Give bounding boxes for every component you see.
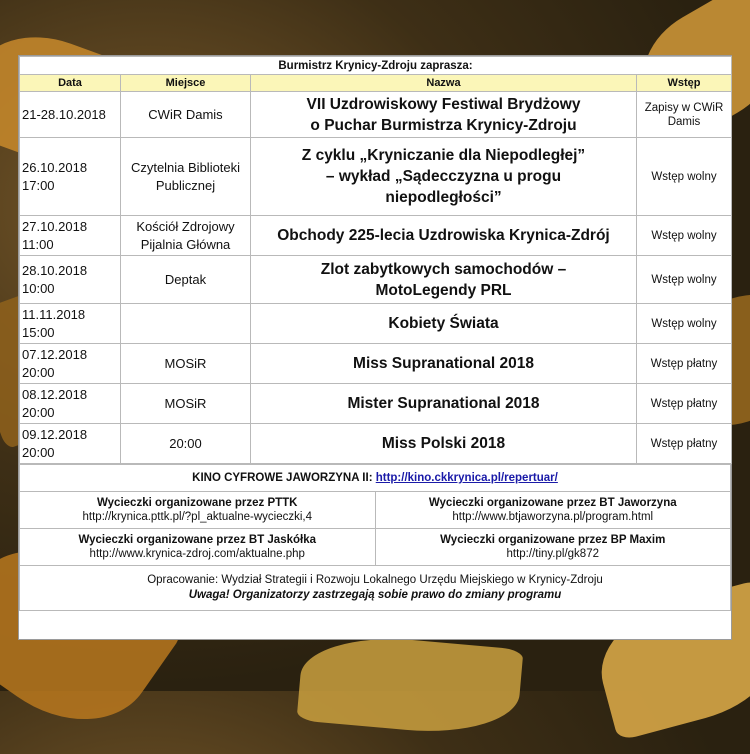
- tour-bt-jaworzyna: [375, 492, 731, 529]
- footer-warning: Uwaga! Organizatorzy zastrzegają sobie prawo do zmiany programu: [188, 589, 562, 601]
- cinema-label: KINO CYFROWE JAWORZYNA II:: [192, 472, 376, 484]
- event-date: [20, 92, 121, 138]
- event-name: [251, 304, 637, 344]
- tour-title: Wycieczki organizowane przez BT Jaworzyna: [428, 497, 677, 509]
- event-name-line: Miss Polski 2018: [381, 435, 506, 452]
- event-name-line: Kobiety Świata: [388, 315, 499, 332]
- event-place-line: Pijalnia Główna: [140, 236, 231, 252]
- tour-pttk: [20, 492, 376, 529]
- event-date-line: 28.10.2018: [22, 262, 88, 278]
- event-date-line: 20:00: [22, 404, 55, 420]
- event-date-line: 26.10.2018: [22, 159, 88, 175]
- event-name-line: MotoLegendy PRL: [375, 281, 512, 299]
- event-entry: [637, 424, 732, 464]
- event-date-line: 20:00: [22, 444, 55, 460]
- event-name-line: Obchody 225-lecia Uzdrowiska Krynica-Zdrój: [277, 227, 610, 244]
- event-place: [121, 304, 251, 344]
- event-date: [20, 216, 121, 256]
- event-entry-line: Wstęp płatny: [650, 357, 718, 370]
- event-name: [251, 138, 637, 216]
- tour-title: Wycieczki organizowane przez BP Maxim: [440, 534, 666, 546]
- event-place-line: Kościół Zdrojowy: [136, 218, 235, 234]
- event-name: [251, 216, 637, 256]
- event-name-line: – wykład „Sądecczyzna u progu: [325, 168, 562, 185]
- event-place-line: Czytelnia Biblioteki: [130, 159, 241, 175]
- event-name: [251, 92, 637, 138]
- tour-url[interactable]: http://tiny.pl/gk872: [506, 548, 599, 560]
- event-entry-line: Wstęp płatny: [650, 397, 718, 410]
- event-entry-line: Wstęp wolny: [651, 229, 717, 242]
- event-name: [251, 384, 637, 424]
- event-place-line: CWiR Damis: [148, 106, 223, 122]
- event-name: [251, 344, 637, 384]
- schedule-panel: [18, 55, 732, 640]
- info-table: [19, 464, 731, 611]
- table-row: [20, 304, 732, 344]
- event-date-line: 11:00: [22, 236, 54, 252]
- event-date-line: 15:00: [22, 324, 55, 340]
- event-date-line: 09.12.2018: [22, 426, 88, 442]
- column-header-date: Data: [20, 75, 121, 92]
- event-name-line: Z cyklu „Kryniczanie dla Niepodległej”: [301, 147, 586, 164]
- event-date: [20, 384, 121, 424]
- footer-note: [20, 566, 731, 611]
- footer-credit: Opracowanie: Wydział Strategii i Rozwoju Lokalnego Urzędu Miejskiego w Krynicy-Zdroju: [147, 574, 603, 586]
- event-name-line: Zlot zabytkowych samochodów –: [320, 260, 567, 278]
- event-name-line: VII Uzdrowiskowy Festiwal Brydżowy: [306, 95, 581, 113]
- column-header-entry: Wstęp: [637, 75, 732, 92]
- event-place: [121, 138, 251, 216]
- event-entry: [637, 92, 732, 138]
- tour-url[interactable]: http://www.btjaworzyna.pl/program.html: [452, 511, 654, 523]
- tour-url[interactable]: http://www.krynica-zdroj.com/aktualne.php: [89, 548, 305, 560]
- event-date-line: 10:00: [22, 280, 55, 296]
- event-entry: [637, 304, 732, 344]
- event-entry-line: Zapisy w CWiR: [644, 101, 724, 114]
- event-entry-line: Damis: [667, 115, 701, 128]
- event-entry-line: Wstęp wolny: [651, 170, 717, 183]
- event-date-line: 20:00: [22, 364, 55, 380]
- event-entry: [637, 344, 732, 384]
- event-date: [20, 344, 121, 384]
- event-place-line: 20:00: [169, 435, 202, 451]
- event-place: [121, 384, 251, 424]
- event-name-line: o Puchar Burmistrza Krynicy-Zdroju: [310, 116, 577, 134]
- tour-title: Wycieczki organizowane przez PTTK: [97, 497, 298, 509]
- event-date: [20, 256, 121, 304]
- events-table: [19, 56, 732, 464]
- event-name-line: niepodległości”: [385, 189, 502, 206]
- event-date-line: 08.12.2018: [22, 386, 88, 402]
- event-date-line: 17:00: [22, 177, 55, 193]
- tour-url[interactable]: http://krynica.pttk.pl/?pl_aktualne-wycieczki,4: [82, 511, 312, 523]
- autumn-leaf-decoration: [296, 631, 523, 740]
- event-place-line: MOSiR: [164, 355, 207, 371]
- tour-bt-jaskolka: [20, 529, 376, 566]
- event-entry-line: Wstęp wolny: [651, 273, 717, 286]
- event-date: [20, 138, 121, 216]
- event-name: [251, 424, 637, 464]
- tour-title: Wycieczki organizowane przez BT Jaskółka: [78, 534, 317, 546]
- event-entry: [637, 384, 732, 424]
- event-entry: [637, 138, 732, 216]
- table-row: [20, 384, 732, 424]
- event-name-line: Miss Supranational 2018: [353, 355, 534, 372]
- page-title: Burmistrz Krynicy-Zdroju zaprasza:: [20, 57, 732, 75]
- event-entry-line: Wstęp płatny: [650, 437, 718, 450]
- table-row: [20, 256, 732, 304]
- event-place: [121, 424, 251, 464]
- event-date-line: 11.11.2018: [22, 306, 86, 322]
- table-row: [20, 424, 732, 464]
- event-date-line: 27.10.2018: [22, 218, 88, 234]
- event-place: [121, 256, 251, 304]
- cinema-link[interactable]: http://kino.ckkrynica.pl/repertuar/: [375, 472, 558, 484]
- event-entry: [637, 216, 732, 256]
- event-date-line: 07.12.2018: [22, 346, 88, 362]
- event-place: [121, 92, 251, 138]
- event-place-line: MOSiR: [164, 395, 207, 411]
- event-entry: [637, 256, 732, 304]
- event-place: [121, 344, 251, 384]
- tour-bp-maxim: [375, 529, 731, 566]
- table-row: [20, 216, 732, 256]
- column-header-place: Miejsce: [121, 75, 251, 92]
- event-date: [20, 424, 121, 464]
- event-name-line: Mister Supranational 2018: [347, 395, 540, 412]
- event-entry-line: Wstęp wolny: [651, 317, 717, 330]
- cinema-info: [20, 465, 731, 492]
- event-place-line: Publicznej: [155, 177, 216, 193]
- event-place: [121, 216, 251, 256]
- table-row: [20, 92, 732, 138]
- event-date: [20, 304, 121, 344]
- table-row: [20, 138, 732, 216]
- event-name: [251, 256, 637, 304]
- column-header-name: Nazwa: [251, 75, 637, 92]
- event-date-line: 21-28.10.2018: [22, 106, 106, 122]
- event-place-line: Deptak: [164, 271, 207, 287]
- table-row: [20, 344, 732, 384]
